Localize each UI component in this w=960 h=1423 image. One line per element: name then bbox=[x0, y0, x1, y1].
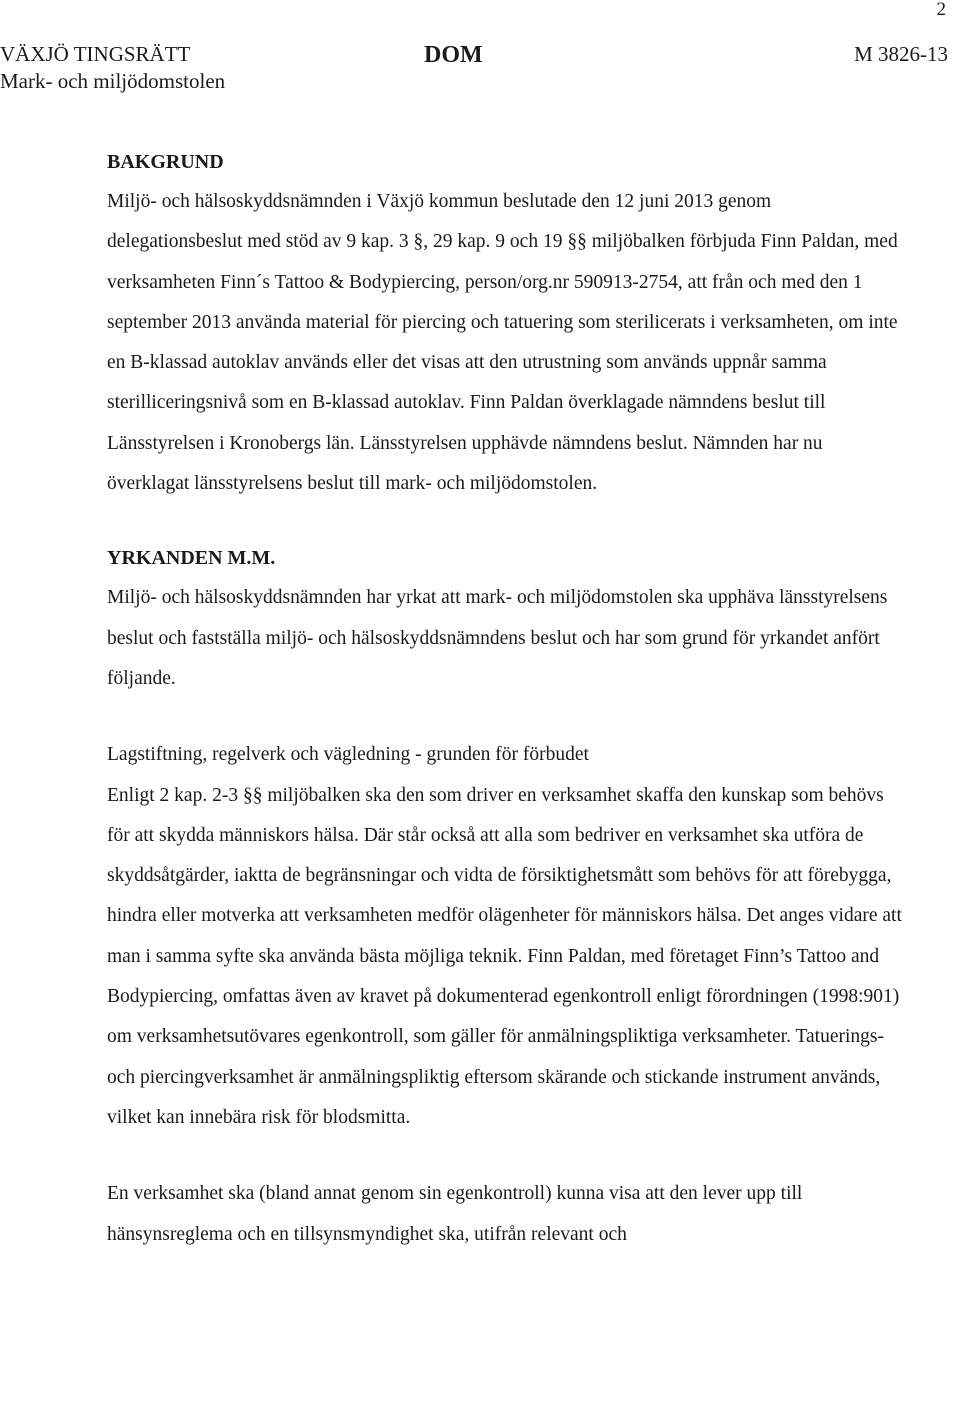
claims-heading: YRKANDEN M.M. bbox=[107, 547, 276, 570]
legislation-paragraph: Enligt 2 kap. 2-3 §§ miljöbalken ska den som driver en verksamhet skaffa den kunskap som behövs för att skydda människors hälsa. Där står också att alla som bedriver en verksamhet ska utföra de skyddsåtgärder, iaktta de begränsningar och vidta de försiktighetsmått som behövs för att förebygga, hindra eller motverka att verksamheten medför olägenheter för människors hälsa. Det anges vidare att man i samma syfte ska använda bästa möjliga teknik. Finn Paldan, med företaget Finn’s Tattoo and Bodypiercing, omfattas även av kravet på dokumenterad egenkontroll enligt förordningen (1998:901) om verksamhetsutövares egenkontroll, som gäller för anmälningspliktiga verksamheter. Tatuerings- och piercingverksamhet är anmälningspliktig eftersom skärande och stickande instrument används, vilket kan innebära risk för blodsmitta. bbox=[107, 784, 902, 1128]
continuation-paragraph: En verksamhet ska (bland annat genom sin egenkontroll) kunna visa att den lever upp till hänsynsreglema och en tillsynsmyndighet ska, utifrån relevant och bbox=[107, 1183, 803, 1245]
court-department: Mark- och miljödomstolen bbox=[0, 69, 226, 93]
court-name: VÄXJÖ TINGSRÄTT bbox=[0, 42, 191, 66]
legislation-heading: Lagstiftning, regelverk och vägledning - grunden för förbudet bbox=[107, 744, 589, 766]
background-heading: BAKGRUND bbox=[107, 151, 224, 173]
document-type: DOM bbox=[424, 42, 483, 68]
background-paragraph: Miljö- och hälsoskyddsnämnden i Växjö kommun beslutade den 12 juni 2013 genom delegationsbeslut med stöd av 9 kap. 3 §, 29 kap. 9 och 19 §§ miljöbalken förbjuda Finn Paldan, med verksamheten Finn´s Tattoo & Bodypiercing, person/org.nr 590913-2754, att från och med den 1 september 2013 använda material för piercing och tatuering som sterilicerats i verksamheten, om inte en B-klassad autoklav används eller det visas att den utrustning som används uppnår samma sterilliceringsnivå som en B-klassad autoklav. Finn Paldan överklagade nämndens beslut till Länsstyrelsen i Kronobergs län. Länsstyrelsen upphävde nämndens beslut. Nämnden har nu överklagat länsstyrelsens beslut till mark- och miljödomstolen. bbox=[107, 191, 898, 495]
document-header bbox=[0, 40, 960, 100]
claims-paragraph: Miljö- och hälsoskyddsnämnden har yrkat att mark- och miljödomstolen ska upphäva länsstyrelsens beslut och fastställa miljö- och hälsoskyddsnämndens beslut och har som grund för yrkandet anfört följande. bbox=[107, 587, 888, 689]
document-body bbox=[107, 146, 907, 1255]
page-number: 2 bbox=[936, 0, 946, 20]
case-number: M 3826-13 bbox=[854, 42, 948, 66]
